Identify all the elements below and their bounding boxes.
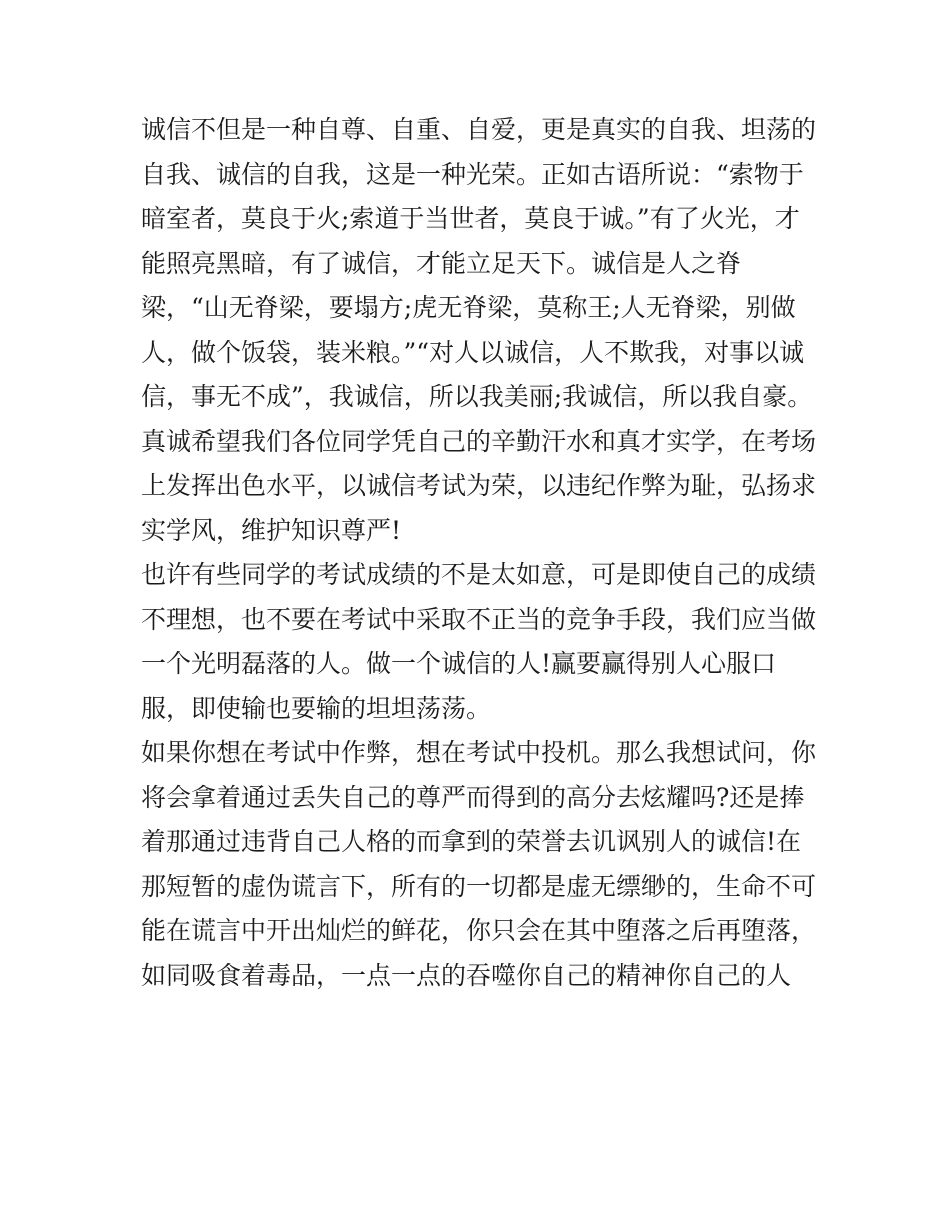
text-line: 着那通过违背自己人格的而拿到的荣誉去讥讽别人的诚信!在 bbox=[141, 827, 802, 856]
text-line: 能照亮黑暗，有了诚信，才能立足天下。诚信是人之脊 bbox=[141, 248, 742, 278]
text-line: 人，做个饭袋，装米粮。”“对人以诚信，人不欺我，对事以诚 bbox=[141, 337, 805, 367]
text-line: 将会拿着通过丢失自己的尊严而得到的高分去炫耀吗?还是捧 bbox=[141, 782, 805, 812]
text-line: 不理想，也不要在考试中采取不正当的竞争手段，我们应当做 bbox=[141, 604, 817, 634]
text-line: 诚信不但是一种自尊、自重、自爱，更是真实的自我、坦荡的 bbox=[141, 115, 817, 144]
text-line: 自我、诚信的自我，这是一种光荣。正如古语所说：“索物于 bbox=[141, 159, 804, 189]
document-body bbox=[141, 108, 821, 998]
text-line: 服，即使输也要输的坦坦荡荡。 bbox=[141, 693, 492, 723]
text-line: 梁，“山无脊梁，要塌方;虎无脊梁，莫称王;人无脊梁，别做 bbox=[141, 293, 796, 322]
text-line: 那短暂的虚伪谎言下，所有的一切都是虚无缥缈的，生命不可 bbox=[141, 871, 817, 901]
text-line: 也许有些同学的考试成绩的不是太如意，可是即使自己的成绩 bbox=[141, 560, 817, 589]
text-line: 能在谎言中开出灿烂的鲜花，你只会在其中堕落之后再堕落， bbox=[141, 916, 817, 945]
text-line: 如同吸食着毒品，一点一点的吞噬你自己的精神你自己的人 bbox=[141, 960, 792, 990]
text-line: 信，事无不成”，我诚信，所以我美丽;我诚信，所以我自豪。 bbox=[141, 382, 813, 411]
text-line: 如果你想在考试中作弊，想在考试中投机。那么我想试问，你 bbox=[141, 738, 817, 767]
text-line: 一个光明磊落的人。做一个诚信的人!赢要赢得别人心服口 bbox=[141, 649, 777, 678]
text-line: 上发挥出色水平，以诚信考试为荣，以违纪作弊为耻，弘扬求 bbox=[141, 471, 817, 500]
text-line: 真诚希望我们各位同学凭自己的辛勤汗水和真才实学，在考场 bbox=[141, 426, 817, 456]
text-line: 实学风，维护知识尊严! bbox=[141, 515, 402, 545]
text-line: 暗室者，莫良于火;索道于当世者，莫良于诚。”有了火光，才 bbox=[141, 204, 800, 233]
